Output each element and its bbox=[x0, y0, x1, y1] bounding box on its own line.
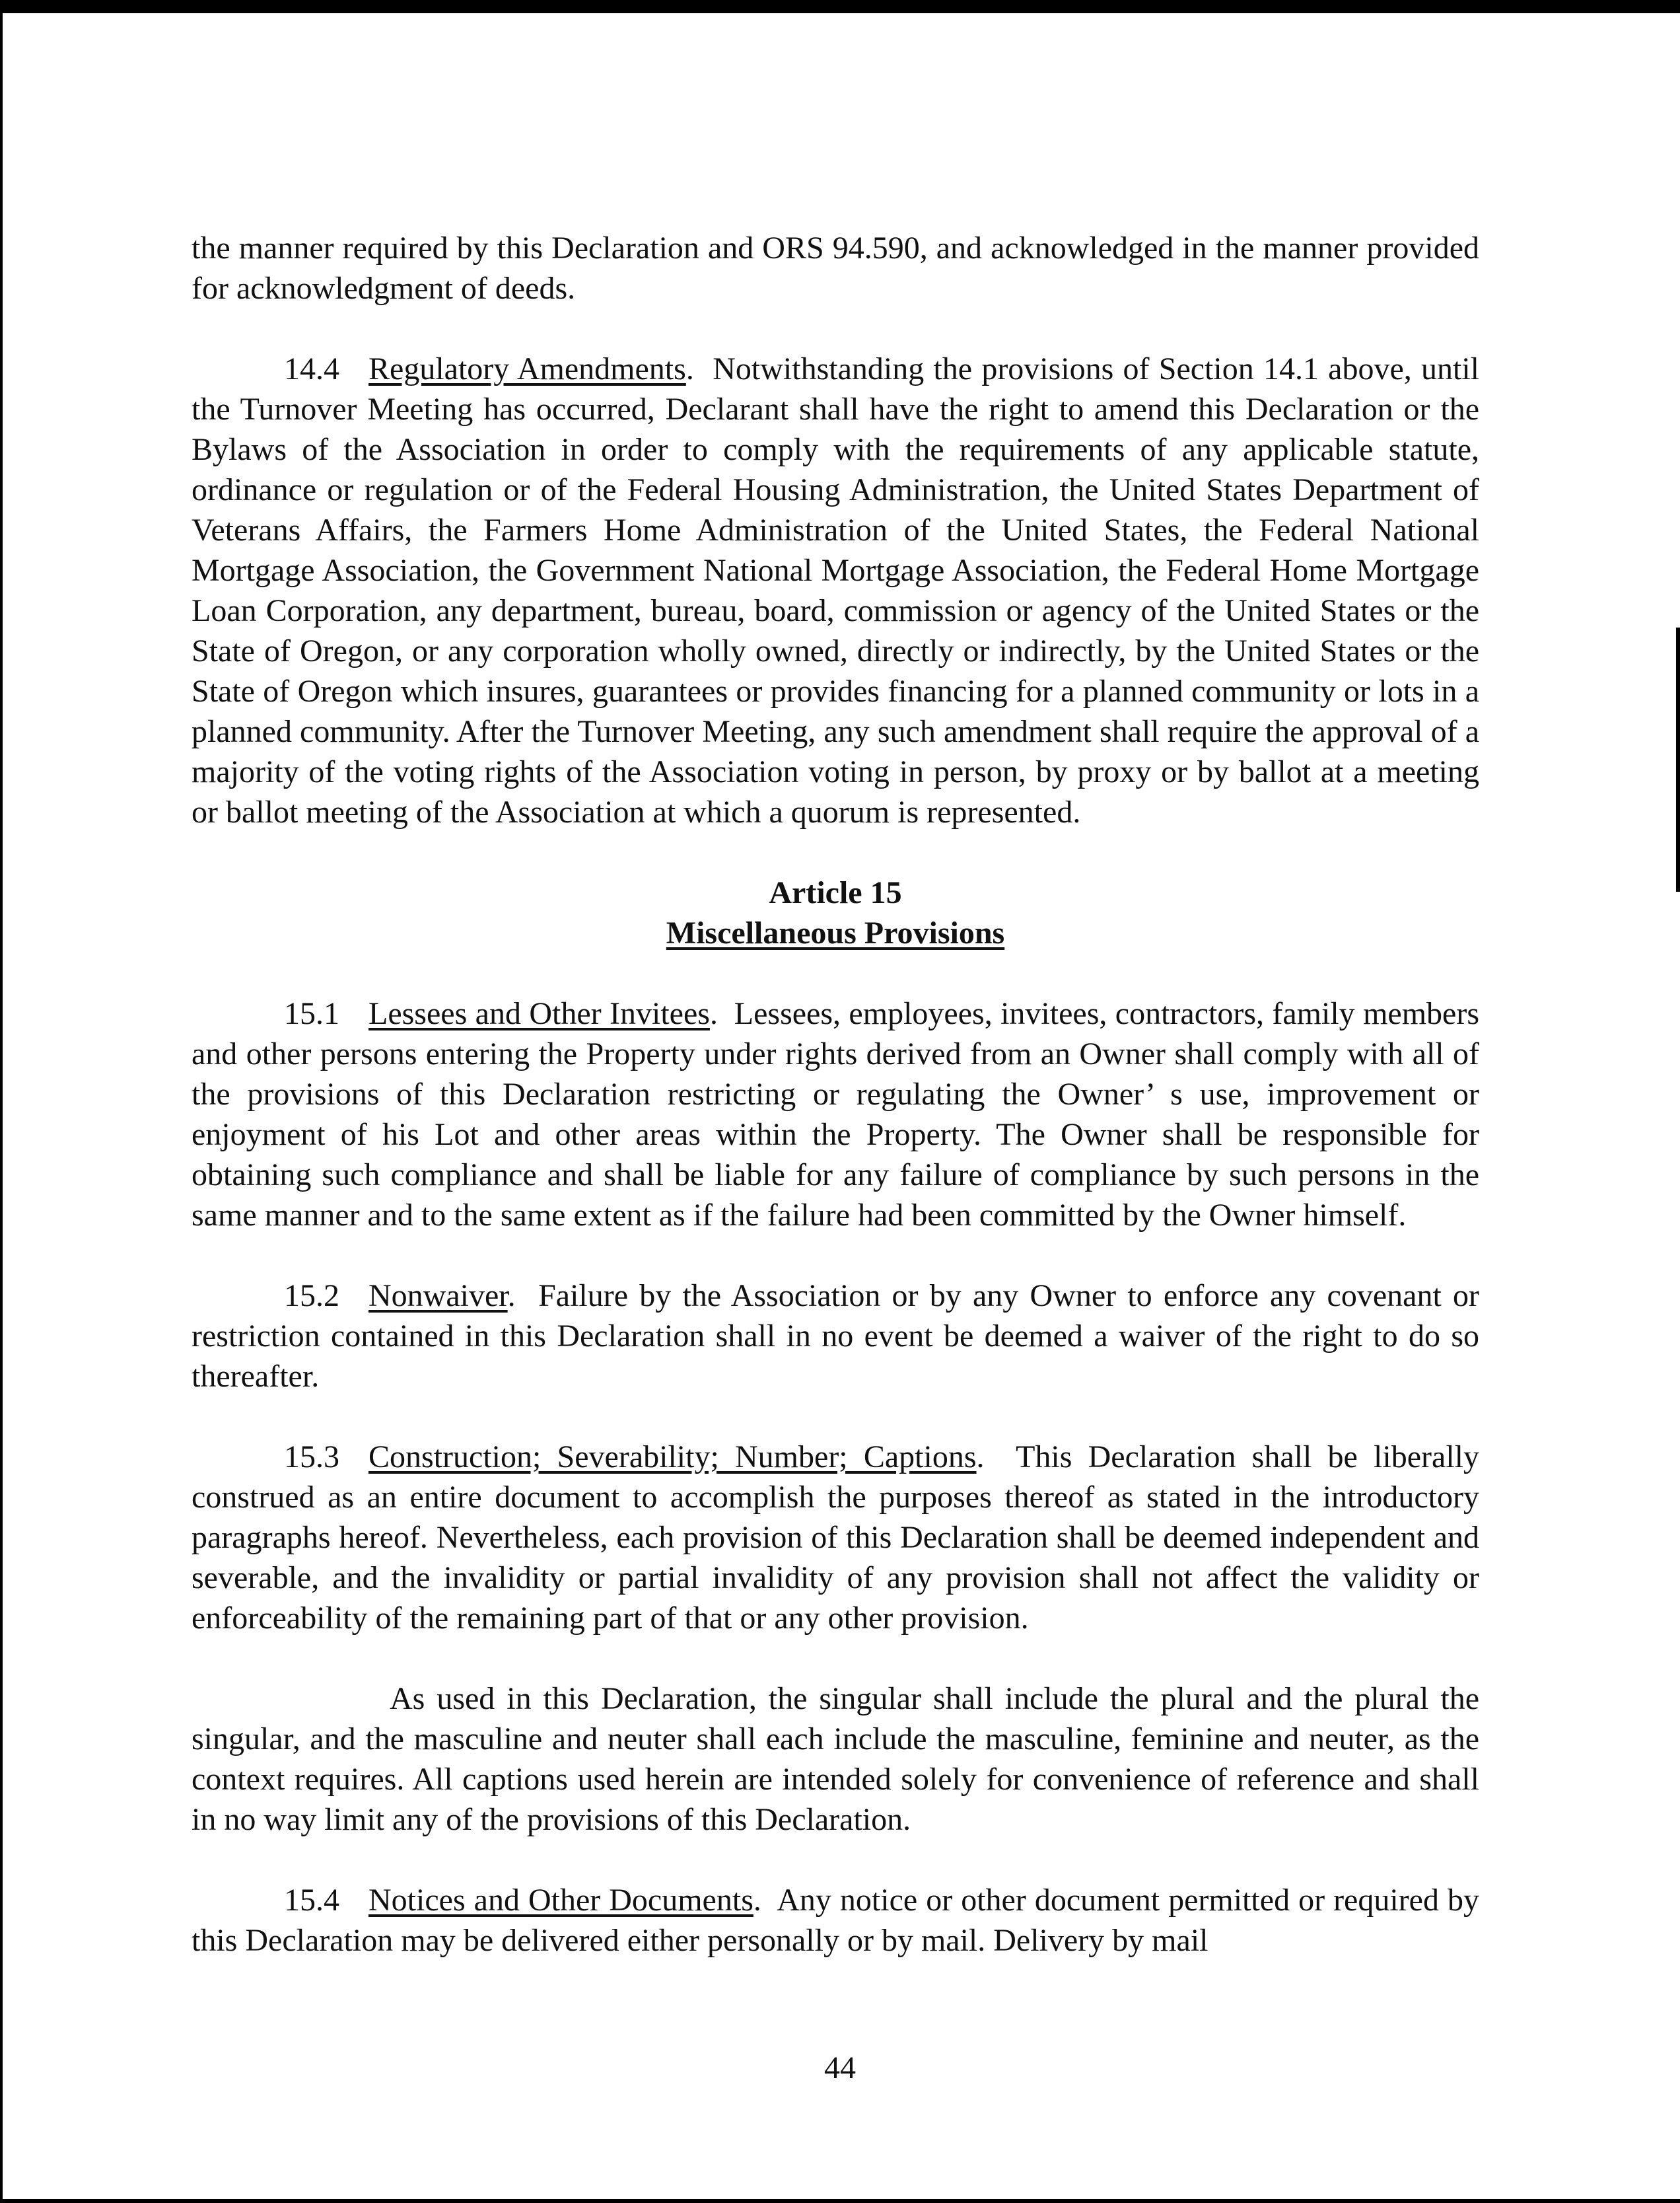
scan-border-left bbox=[0, 13, 3, 2203]
section-heading: Nonwaiver bbox=[368, 1278, 508, 1313]
section-heading: Regulatory Amendments bbox=[368, 351, 686, 386]
section-number: 15.1 bbox=[284, 996, 339, 1031]
section-heading: Notices and Other Documents bbox=[368, 1883, 753, 1918]
section-text: As used in this Declaration, the singular shall include the plural and the plural the singular, and the masculine and neuter shall each include the masculine, feminine and neuter, as the context requires. All captions used herein are intended solely for convenience of reference and shall in no way limit any of the provisions of this Declaration. bbox=[192, 1681, 1479, 1837]
page-number: 44 bbox=[824, 2050, 856, 2085]
section-15-2: 15.2 Nonwaiver. Failure by the Association or by any Owner to enforce any covenant or restriction contained in this Declaration shall in no event be deemed a waiver of the right to do so thereafter. bbox=[192, 1276, 1479, 1396]
section-heading: Construction; Severability; Number; Captions bbox=[368, 1439, 977, 1474]
article-header bbox=[192, 873, 1479, 953]
document-page bbox=[192, 228, 1479, 2001]
section-text: Notwithstanding the provisions of Section 14.1 above, until the Turnover Meeting has occurred, Declarant shall have the right to amend this Declaration or the Bylaws of the Association in order to comply with the requirements of any applicable statute, ordinance or regulation or of the Federal Housing Administration, the United States Department of Veterans Affairs, the Farmers Home Administration of the United States, the Federal National Mortgage Association, the Government National Mortgage Association, the Federal Home Mortgage Loan Corporation, any department, bureau, board, commission or agency of the United States or the State of Oregon, or any corporation wholly owned, directly or indirectly, by the United States or the State of Oregon which insures, guarantees or provides financing for a planned community or lots in a planned community. After the Turnover Meeting, any such amendment shall require the approval of a majority of the voting rights of the Association voting in person, by proxy or by ballot at a meeting or ballot meeting of the Association at which a quorum is represented. bbox=[192, 351, 1479, 830]
section-number: 15.4 bbox=[284, 1883, 339, 1918]
section-number: 14.4 bbox=[284, 351, 339, 386]
section-15-1: 15.1 Lessees and Other Invitees. Lessees, employees, invitees, contractors, family members and other persons entering the Property under rights derived from an Owner shall comply with all of the provisions of this Declaration restricting or regulating the Owner’ s use, improvement or enjoyment of his Lot and other areas within the Property. The Owner shall be responsible for obtaining such compliance and shall be liable for any failure of compliance by such persons in the same manner and to the same extent as if the failure had been committed by the Owner himself. bbox=[192, 993, 1479, 1235]
continuation-paragraph bbox=[192, 228, 1479, 308]
section-14-4: 14.4 Regulatory Amendments. Notwithstanding the provisions of Section 14.1 above, until the Turnover Meeting has occurred, Declarant shall have the right to amend this Declaration or the Bylaws of the Association in order to comply with the requirements of any applicable statute, ordinance or regulation or of the Federal Housing Administration, the United States Department of Veterans Affairs, the Farmers Home Administration of the United States, the Federal National Mortgage Association, the Government National Mortgage Association, the Federal Home Mortgage Loan Corporation, any department, bureau, board, commission or agency of the United States or the State of Oregon, or any corporation wholly owned, directly or indirectly, by the United States or the State of Oregon which insures, guarantees or provides financing for a planned community or lots in a planned community. After the Turnover Meeting, any such amendment shall require the approval of a majority of the voting rights of the Association voting in person, by proxy or by ballot at a meeting or ballot meeting of the Association at which a quorum is represented. bbox=[192, 349, 1479, 832]
section-text: Any notice or other document permitted or required by this Declaration may be delivered either personally or by mail. Delivery by mail bbox=[192, 1883, 1479, 1958]
section-number: 15.3 bbox=[284, 1439, 339, 1474]
section-text: Lessees, employees, invitees, contractors, family members and other persons entering the Property under rights derived from an Owner shall comply with all of the provisions of this Declaration restricting or regulating the Owner’ s use, improvement or enjoyment of his Lot and other areas within the Property. The Owner shall be responsible for obtaining such compliance and shall be liable for any failure of compliance by such persons in the same manner and to the same extent as if the failure had been committed by the Owner himself. bbox=[192, 996, 1480, 1233]
scan-border-right bbox=[1676, 628, 1680, 892]
article-title: Miscellaneous Provisions bbox=[666, 916, 1005, 951]
article-label: Article 15 bbox=[769, 875, 902, 910]
section-text: Failure by the Association or by any Owner to enforce any covenant or restriction contained in this Declaration shall in no event be deemed a waiver of the right to do so thereafter. bbox=[192, 1278, 1479, 1394]
section-15-3: 15.3 Construction; Severability; Number; Captions. This Declaration shall be liberally construed as an entire document to accomplish the purposes thereof as stated in the introductory paragraphs hereof. Nevertheless, each provision of this Declaration shall be deemed independent and severable, and the invalidity or partial invalidity of any provision shall not affect the validity or enforceability of the remaining part of that or any other provision. bbox=[192, 1437, 1479, 1638]
section-number: 15.2 bbox=[284, 1278, 339, 1313]
section-15-4: 15.4 Notices and Other Documents. Any notice or other document permitted or required by this Declaration may be delivered either personally or by mail. Delivery by mail bbox=[192, 1880, 1479, 1961]
continuation-text: the manner required by this Declaration and ORS 94.590, and acknowledged in the manner provided for acknowledgment of deeds. bbox=[192, 231, 1479, 306]
scan-border-bottom bbox=[0, 2199, 1680, 2203]
section-15-3-continued bbox=[192, 1679, 1479, 1840]
section-heading: Lessees and Other Invitees bbox=[368, 996, 710, 1031]
scan-border-top bbox=[0, 0, 1680, 13]
section-text: This Declaration shall be liberally construed as an entire document to accomplish the purposes thereof as stated in the introductory paragraphs hereof. Nevertheless, each provision of this Declaration shall be deemed independent and severable, and the invalidity or partial invalidity of any provision shall not affect the validity or enforceability of the remaining part of that or any other provision. bbox=[192, 1439, 1479, 1636]
